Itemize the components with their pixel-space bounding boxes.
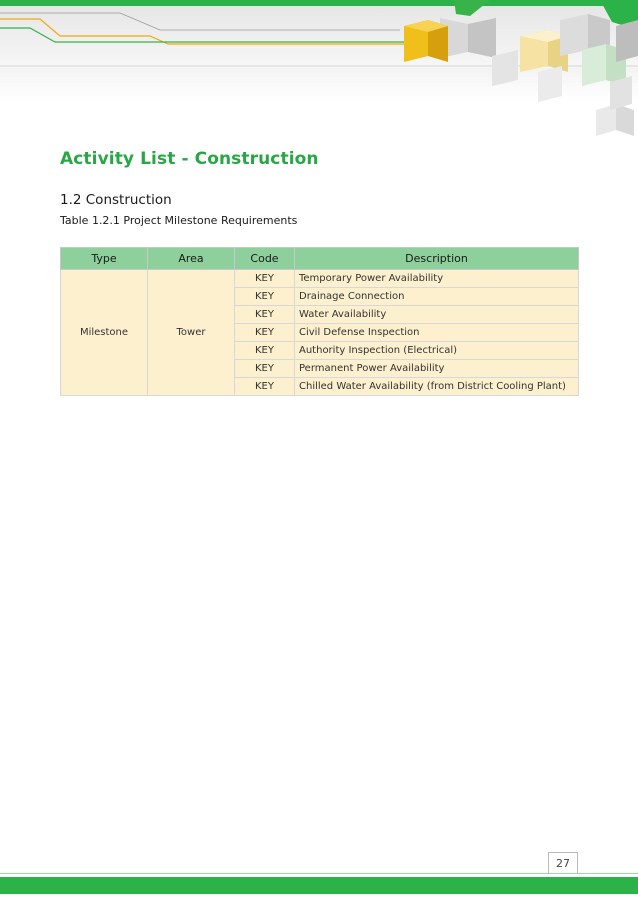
area-cell: Tower: [148, 270, 235, 396]
description-cell: Temporary Power Availability: [295, 270, 579, 288]
header-type: Type: [61, 248, 148, 270]
milestone-table: [60, 247, 579, 396]
code-cell: KEY: [235, 378, 295, 396]
header-code: Code: [235, 248, 295, 270]
code-cell: KEY: [235, 270, 295, 288]
table-caption: Table 1.2.1 Project Milestone Requirements: [60, 214, 298, 227]
code-cell: KEY: [235, 324, 295, 342]
footer-bar: [0, 877, 638, 894]
page-title: Activity List - Construction: [60, 149, 319, 169]
header-description: Description: [295, 248, 579, 270]
page-number: 27: [548, 852, 578, 874]
table-row: [61, 270, 579, 288]
table-header-row: [61, 248, 579, 270]
section-heading: 1.2 Construction: [60, 192, 172, 208]
code-cell: KEY: [235, 306, 295, 324]
description-cell: Civil Defense Inspection: [295, 324, 579, 342]
description-cell: Authority Inspection (Electrical): [295, 342, 579, 360]
code-cell: KEY: [235, 342, 295, 360]
description-cell: Chilled Water Availability (from District Cooling Plant): [295, 378, 579, 396]
header-decoration: [0, 0, 638, 140]
type-cell: Milestone: [61, 270, 148, 396]
header-area: Area: [148, 248, 235, 270]
footer-divider: [0, 873, 638, 874]
description-cell: Permanent Power Availability: [295, 360, 579, 378]
code-cell: KEY: [235, 288, 295, 306]
description-cell: Water Availability: [295, 306, 579, 324]
description-cell: Drainage Connection: [295, 288, 579, 306]
code-cell: KEY: [235, 360, 295, 378]
